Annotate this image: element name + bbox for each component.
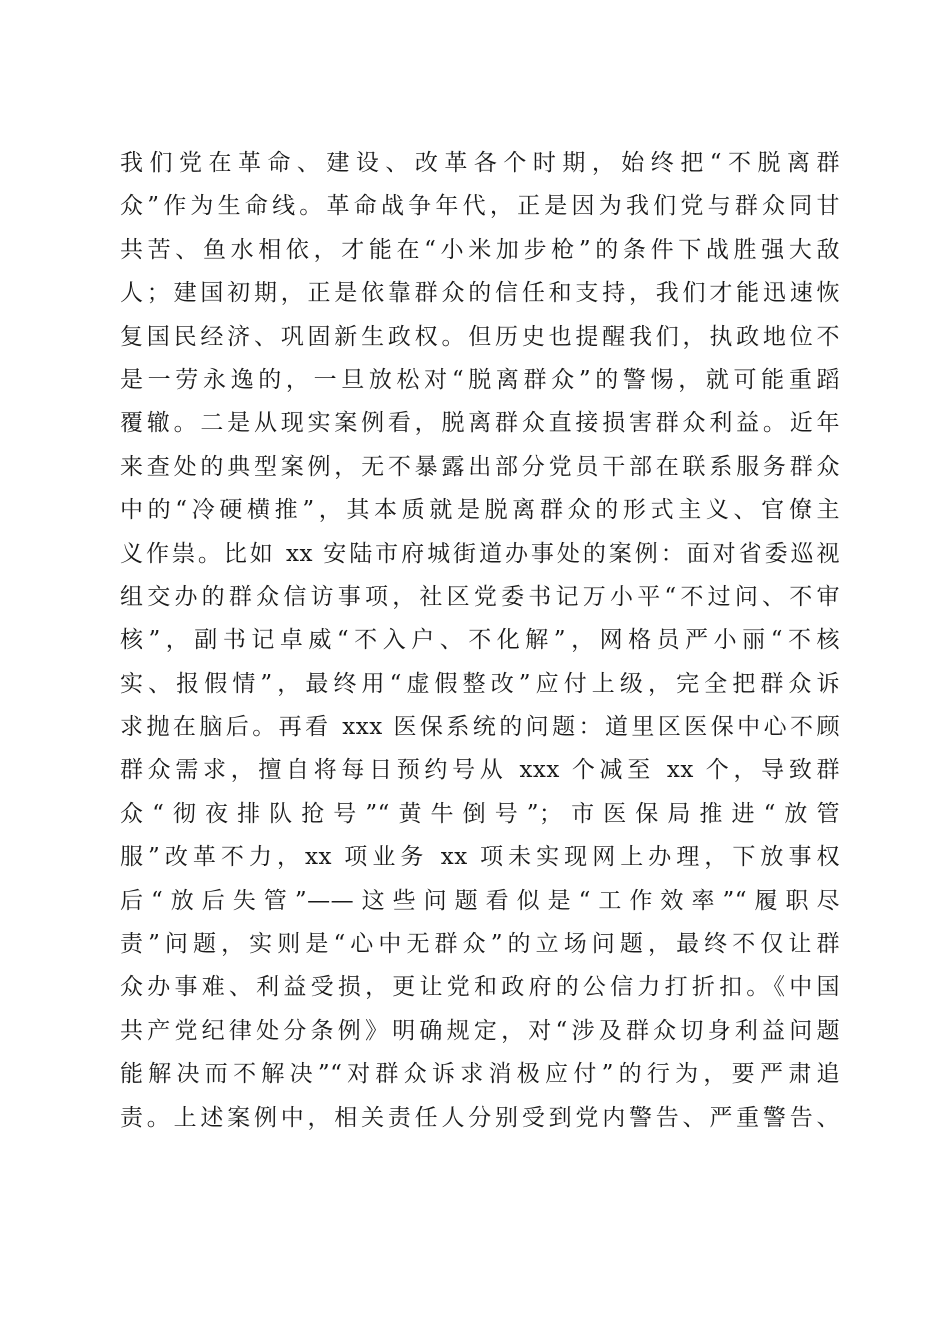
text-line: 求抛在脑后。再看 xxx 医保系统的问题：道里区医保中心不顾 [120, 714, 840, 741]
body-paragraph [120, 142, 840, 1140]
text-line: 能解决而不解决”“对群众诉求消极应付”的行为，要严肃追 [120, 1061, 840, 1088]
text-line: 共产党纪律处分条例》明确规定，对“涉及群众切身利益问题 [120, 1017, 840, 1044]
text-line: 共苦、鱼水相依，才能在“小米加步枪”的条件下战胜强大敌 [120, 236, 840, 263]
text-line: 责”问题，实则是“心中无群众”的立场问题，最终不仅让群 [120, 931, 840, 958]
text-line: 众“彻夜排队抢号”“黄牛倒号”；市医保局推进“放管 [120, 800, 840, 827]
text-line: 中的“冷硬横推”，其本质就是脱离群众的形式主义、官僚主 [120, 497, 840, 524]
text-line: 责。上述案例中，相关责任人分别受到党内警告、严重警告、 [120, 1104, 840, 1131]
text-line: 众”作为生命线。革命战争年代，正是因为我们党与群众同甘 [120, 193, 840, 220]
text-line: 复国民经济、巩固新生政权。但历史也提醒我们，执政地位不 [120, 323, 840, 350]
text-line: 是一劳永逸的，一旦放松对“脱离群众”的警惕，就可能重蹈 [120, 366, 840, 393]
text-line: 覆辙。二是从现实案例看，脱离群众直接损害群众利益。近年 [120, 410, 840, 437]
text-line: 我们党在革命、建设、改革各个时期，始终把“不脱离群 [120, 150, 840, 176]
text-line: 来查处的典型案例，无不暴露出部分党员干部在联系服务群众 [120, 453, 840, 480]
text-line: 实、报假情”，最终用“虚假整改”应付上级，完全把群众诉 [120, 670, 840, 697]
text-line: 义作祟。比如 xx 安陆市府城街道办事处的案例：面对省委巡视 [120, 540, 840, 567]
text-line: 人；建国初期，正是依靠群众的信任和支持，我们才能迅速恢 [120, 280, 840, 307]
text-line: 核”，副书记卓威“不入户、不化解”，网格员严小丽“不核 [120, 627, 840, 654]
text-line: 服”改革不力，xx 项业务 xx 项未实现网上办理，下放事权 [120, 844, 840, 871]
text-line: 组交办的群众信访事项，社区党委书记万小平“不过问、不审 [120, 583, 840, 610]
text-line: 群众需求，擅自将每日预约号从 xxx 个减至 xx 个，导致群 [120, 757, 840, 784]
text-line: 众办事难、利益受损，更让党和政府的公信力打折扣。《中国 [120, 974, 840, 1001]
text-line: 后“放后失管”——这些问题看似是“工作效率”“履职尽 [120, 887, 840, 914]
